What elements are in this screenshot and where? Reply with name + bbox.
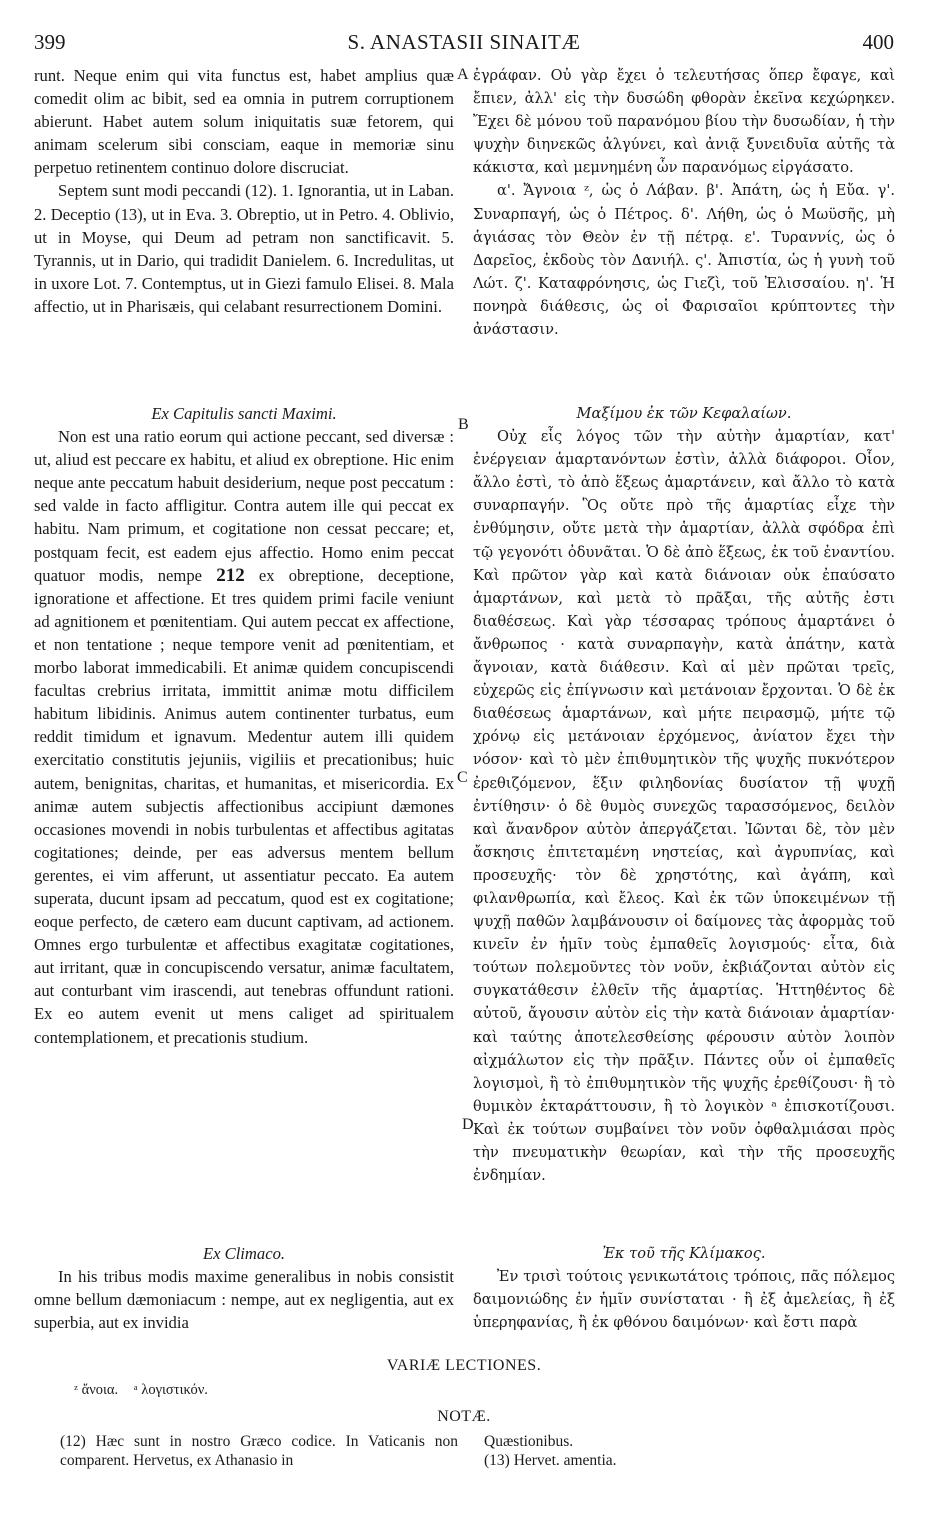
running-header (34, 30, 894, 60)
variae-lectiones-title: VARIÆ LECTIONES. (386, 1357, 542, 1374)
page-number-right: 400 (862, 30, 894, 54)
running-title: S. ANASTASII SINAITÆ (347, 30, 581, 54)
note-right-block (484, 1432, 864, 1470)
greek-maximus-section (473, 402, 895, 1187)
variant-reading-a: ᵃ λογιστικόν. (133, 1382, 208, 1398)
notae-title: NOTÆ. (437, 1408, 491, 1425)
note-13: (13) Hervet. amentia. (484, 1452, 617, 1469)
latin-heading-climacus: Ex Climaco. (202, 1244, 286, 1263)
latin-climacus-section (34, 1242, 454, 1334)
column-number-212: 212 (216, 564, 245, 586)
greek-column (473, 64, 895, 341)
margin-letter-d: D (462, 1116, 474, 1133)
latin-column (34, 64, 454, 318)
greek-paragraph-4: Ἐν τρισὶ τούτοις γενικωτάτοις τρόποις, πᾶς πόλεμος δαιμονιώδης ἐν ἡμῖν συνίσταται · ἢ ἐξ ἀμελείας, ἢ ἐξ ὑπερηφανίας, ἢ ἐκ φθόνου δαιμόνων· καὶ ἔστι παρὰ (473, 1268, 895, 1332)
latin-paragraph-3-part-a: Non est una ratio eorum qui actione peccant, sed diversæ : ut, aliud est peccare ex habitu, et aliud ex obreptione. Hic enim neque ante peccatum habuit desiderium, neque post peccatum : sed valde in facto affligitur. Contra autem ille qui peccat ex habitu. Nam primum, et cogitatione non cessat peccare; et, postquam fecit, est eadem ejus affectio. Homo enim peccat quatuor modis, nempe (34, 427, 454, 585)
latin-paragraph-1: runt. Neque enim qui vita functus est, habet amplius quæ comedit olim ac bibit, sed ea omnia in putrem corruptionem abierunt. Habet autem solum iniquitatis suæ fetorem, qui animam scelerum sibi consciam, eaque in memoriæ sinu perpetuo retinentem continuo dolore discruciat. (34, 66, 454, 178)
variae-lectiones-line (74, 1382, 220, 1399)
margin-letter-c: C (457, 769, 468, 786)
greek-paragraph-2: α'. Ἄγνοια ᶻ, ὡς ὁ Λάβαν. β'. Ἀπάτη, ὡς ἡ Εὔα. γ'. Συναρπαγή, ὡς ὁ Πέτρος. δ'. Λήθη, ὡς ὁ Μωϋσῆς, μὴ ἁγιάσας τὸν Θεὸν ἐν τῇ πέτρᾳ. ε'. Τυραννίς, ὡς ὁ Δαρεῖος, ἐκδοὺς τὸν Δανιήλ. ς'. Ἀπιστία, ὡς ἡ γυνὴ τοῦ Λώτ. ζ'. Καταφρόνησις, ὡς Γιεζὶ, τοῦ Ἐλισσαίου. η'. Ἡ πονηρὰ διάθεσις, ὡς οἱ Φαρισαῖοι κρύπτοντες τὴν ἀνάστασιν. (473, 182, 895, 339)
margin-letter-b: B (458, 416, 469, 433)
note-12: (12) Hæc sunt in nostro Græco codice. In Vaticanis non comparent. Hervetus, ex Athanasio in (60, 1433, 458, 1469)
margin-letter-a: A (457, 66, 469, 83)
variant-reading-z: ᶻ ἄνοια. (74, 1382, 119, 1398)
latin-paragraph-3 (34, 425, 454, 1049)
note-12-continuation: Quæstionibus. (484, 1433, 574, 1450)
page-number-left: 399 (34, 30, 66, 54)
latin-paragraph-4: In his tribus modis maxime generalibus in nobis consistit omne bellum dæmoniacum : nempe, aut ex negligentia, aut ex superbia, aut ex invidia (34, 1267, 454, 1333)
latin-paragraph-3-part-b: ex obreptione, deceptione, ignoratione et affectione. Et tres quidem primi facile veniunt ad agnitionem et pœnitentiam. Qui autem peccat ex affectione, et non tentatione ; neque tempore venit ad pœnitentiam, et morbo laborat immedicabili. Et animæ quidem concupiscendi facultas crebrius irritata, immittit animæ motu difficilem habitum libidinis. Animus autem continenter turbatus, eum reddit timidum et ignavum. Medentur autem illi quidem exercitatio constitutis jejuniis, vigiliis et precationibus; huic autem, benignitas, charitas, et humanitas, et misericordia. Ex animæ autem subjectis affectionibus accipiunt dæmones occasiones movendi in nobis turbulentas et affectibus agitatas cogitationes; deinde, per eas adversus mentem bellum gerentes, ei vim afferunt, ut assentiatur peccato. Ea autem superata, ducunt ipsam ad peccatum, quod est ex cogitatione; eoque perfecto, de cætero eam ducunt captivam, ad actionem. Omnes ergo turbulentæ et affectibus exagitatæ cogitationes, aut irritant, quæ in concupiscendo versatur, animæ facultatem, aut conturbant vim irascendi, aut tenebras offundunt rationi. Ex eo autem evenit ut mens caliget ad spiritualem contemplationem, et precationis studium. (34, 565, 455, 1047)
greek-paragraph-1: ἐγράφαν. Οὐ γὰρ ἔχει ὁ τελευτήσας ὅπερ ἔφαγε, καὶ ἔπιεν, ἀλλ' εἰς τὴν δυσώδη φθορὰν ἐκεῖνα κεχώρηκεν. Ἔχει δὲ μόνου τοῦ παρανόμου βίου τὴν δυσωδίαν, ἡ τὴν ψυχὴν διηνεκῶς ἀλγύνει, καὶ ἀνιᾷ ξυνειδυῖα αὐτῆς τὰ κάκιστα, καὶ μεμνημένη ὧν παρανόμως εἰργάσατο. (473, 67, 895, 177)
latin-paragraph-2: Septem sunt modi peccandi (12). 1. Ignorantia, ut in Laban. 2. Deceptio (13), ut in Eva. 3. Obreptio, ut in Petro. 4. Oblivio, ut in Moyse, qui Deum ad petram non sanctificavit. 5. Tyrannis, ut in Dario, qui tradidit Danielem. 6. Incredulitas, ut in uxore Lot. 7. Contemptus, ut in Giezi famulo Elisei. 8. Mala affectio, ut in Pharisæis, qui celabant resurrectionem Domini. (34, 181, 454, 316)
latin-maximus-section (34, 402, 454, 1049)
greek-heading-maximus: Μαξίμου ἐκ τῶν Κεφαλαίων. (576, 405, 792, 422)
latin-heading-maximus: Ex Capitulis sancti Maximi. (151, 404, 337, 423)
greek-paragraph-3: Οὐχ εἷς λόγος τῶν τὴν αὐτὴν ἁμαρτίαν, κατ' ἐνέργειαν ἁμαρτανόντων ἐστὶν, ἀλλὰ διάφοροι. Οἷον, ἄλλο ἐστὶ, τὸ ἀπὸ ἕξεως ἁμαρτάνειν, καὶ ἄλλο τὸ κατὰ συναρπαγήν. Ὃς οὔτε πρὸ τῆς ἁμαρτίας εἶχε τὴν ἐνθύμησιν, οὔτε μετὰ τὴν ἁμαρτίαν, ἀλλὰ σφόδρα ἐπὶ τῷ γεγονότι ὀδυνᾶται. Ὁ δὲ ἀπὸ ἕξεως, ἐκ τοῦ ἐναντίου. Καὶ πρῶτον γὰρ καὶ κατὰ διάνοιαν οὐκ ἐπαύσατο ἁμαρτάνων, καὶ μετὰ τὸ πρᾶξαι, τῆς αὐτῆς ἐστι διαθέσεως. Καὶ γὰρ τέσσαρας τρόπους ἁμαρτάνει ὁ ἄνθρωπος · κατὰ συναρπαγὴν, κατὰ ἀπάτην, κατὰ ἄγνοιαν, κατὰ διάθεσιν. Καὶ αἱ μὲν πρῶται τρεῖς, εὐχερῶς εἰς ἐπίγνωσιν καὶ μετάνοιαν ἔρχονται. Ὁ δὲ ἐκ διαθέσεως ἁμαρτάνων, καὶ μήτε πειρασμῷ, μήτε τῷ χρόνῳ εἰς μετάνοιαν ἐρχόμενος, ἀνίατον ἔχει τὴν νόσον· καὶ τὸ μὲν ἐπιθυμητικὸν τῆς ψυχῆς πυκνότερον ἐρεθιζόμενον, ἕξιν φιληδονίας δυσίατον τῇ ψυχῇ ἐντίθησιν· ὁ δὲ θυμὸς συνεχῶς ταρασσόμενος, δειλὸν καὶ ἄνανδρον αὐτὸν ἀπεργάζεται. Ἰῶνται δὲ, τὸν μὲν ἄσκησις ἐπιτεταμένη νηστείας, καὶ ἀγρυπνίας, καὶ προσευχῆς· τὸν δὲ χρηστότης, καὶ ἀγάπη, καὶ φιλανθρωπία, καὶ ἔλεος. Καὶ ἐκ τῶν ὑποκειμένων τῇ ψυχῇ παθῶν λαμβάνουσιν οἱ δαίμονες τὰς ἀφορμὰς τοῦ κινεῖν ἐν ἡμῖν τοὺς ἐμπαθεῖς λογισμούς· εἶτα, διὰ τούτων πολεμοῦντες τὸν νοῦν, ἐκβιάζονται αὐτὸν εἰς συγκατάθεσιν ἐλθεῖν τῆς ἁμαρτίας. Ἡττηθέντος δὲ αὐτοῦ, ἄγουσιν αὐτὸν εἰς τὴν κατὰ διάνοιαν ἁμαρτίαν· καὶ ταύτης ἀποτελεσθείσης φέρουσιν αὐτὸν λοιπὸν αἰχμάλωτον εἰς τὴν πρᾶξιν. Πάντες οὖν οἱ ἐμπαθεῖς λογισμοὶ, ἢ τὸ ἐπιθυμητικὸν τῆς ψυχῆς ἐρεθίζουσι· ἢ τὸ θυμικὸν ἐκταράττουσιν, ἢ τὸ λογικὸν ᵃ ἐπισκοτίζουσι. Καὶ ἐκ τούτων συμβαίνει τὸν νοῦν ὀφθαλμιάσαι πρὸς τὴν πνευματικὴν θεωρίαν, καὶ τὴν τῆς προσευχῆς ἐνδημίαν. (473, 428, 895, 1185)
greek-heading-climacus: Ἐκ τοῦ τῆς Κλίμακος. (602, 1245, 766, 1262)
greek-climacus-section (473, 1242, 895, 1334)
